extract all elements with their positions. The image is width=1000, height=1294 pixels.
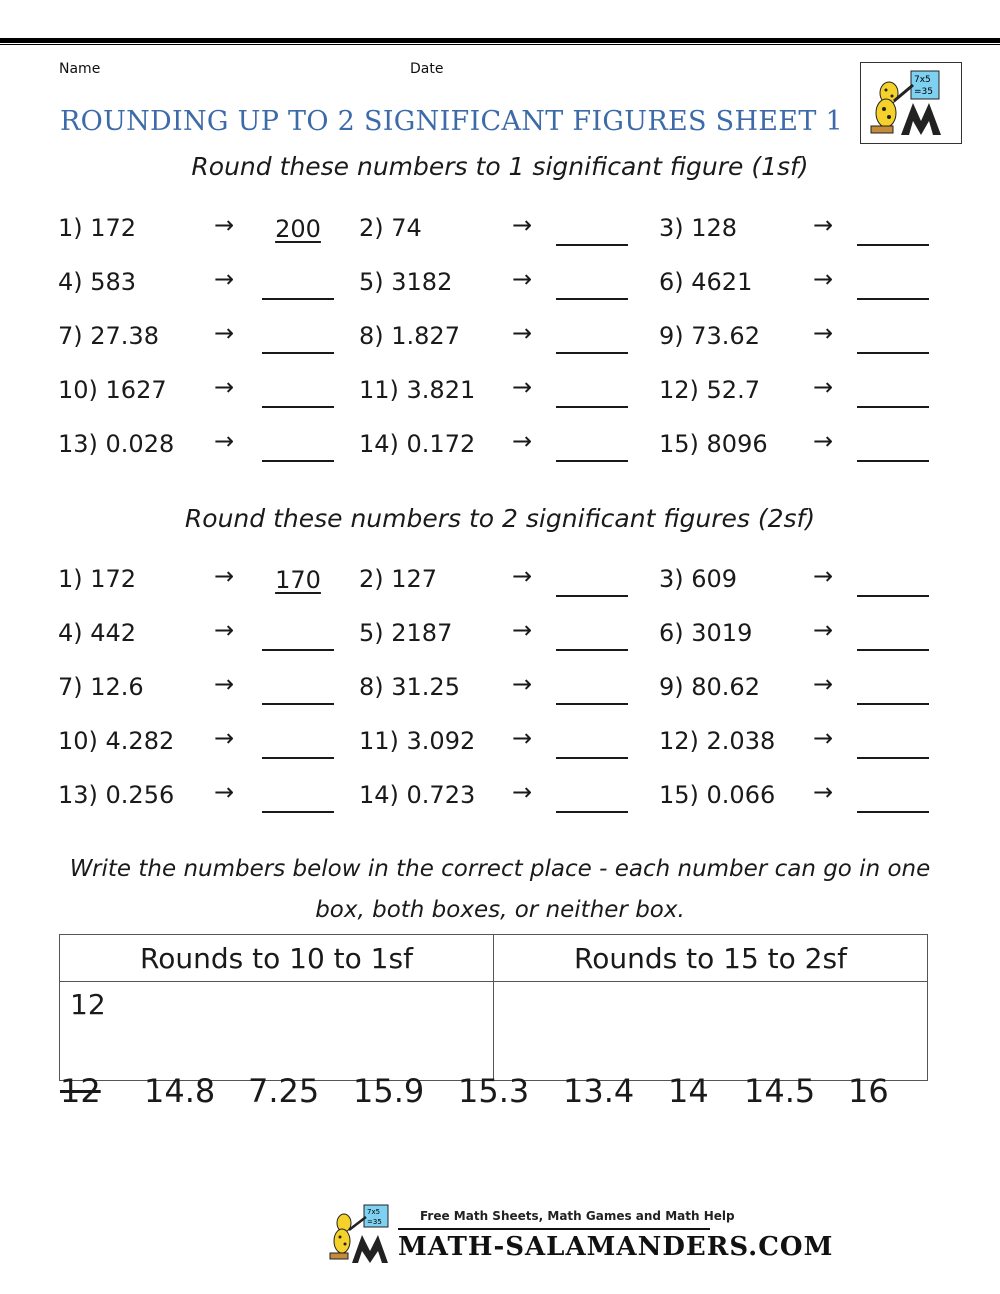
arrow-icon: → [512,373,533,401]
date-label: Date [410,61,444,77]
question-label: 10) 4.282 [58,727,175,755]
answer-blank[interactable] [262,619,334,651]
answer-blank[interactable] [262,322,334,354]
arrow-icon: → [512,724,533,752]
answer-blank[interactable] [556,619,628,651]
arrow-icon: → [512,616,533,644]
answer-blank[interactable] [857,430,929,462]
svg-text:7x5: 7x5 [914,75,931,85]
answer-blank[interactable] [857,619,929,651]
answer-blank[interactable] [262,727,334,759]
arrow-icon: → [214,319,235,347]
top-border-thin [0,44,1000,45]
col2-answer-box[interactable] [494,982,928,1081]
question-label: 3) 128 [659,214,738,242]
arrow-icon: → [214,616,235,644]
number-bank-item[interactable]: 15.3 [458,1072,530,1110]
arrow-icon: → [214,265,235,293]
section2-title: Round these numbers to 2 significant figures (2sf) [184,504,816,533]
arrow-icon: → [512,562,533,590]
answer-blank[interactable] [857,322,929,354]
question-label: 10) 1627 [58,376,167,404]
number-bank-item[interactable]: 15.9 [353,1072,425,1110]
col1-header: Rounds to 10 to 1sf [60,935,494,982]
answer-blank[interactable] [556,727,628,759]
arrow-icon: → [813,778,834,806]
col2-header: Rounds to 15 to 2sf [494,935,928,982]
footer-site-link[interactable]: MATH-SALAMANDERS.COM [398,1232,834,1262]
footer-divider [398,1228,710,1230]
answer-blank[interactable] [556,268,628,300]
arrow-icon: → [813,319,834,347]
svg-text:=35: =35 [367,1218,382,1226]
question-label: 1) 172 [58,214,137,242]
arrow-icon: → [214,373,235,401]
answer-blank[interactable] [857,565,929,597]
question-label: 15) 0.066 [659,781,776,809]
answer-blank[interactable] [556,565,628,597]
svg-text:7x5: 7x5 [367,1208,381,1216]
example-answer: 170 [275,566,321,594]
answer-blank[interactable] [857,727,929,759]
question-label: 12) 2.038 [659,727,776,755]
number-bank-item[interactable]: 14.8 [144,1072,216,1110]
number-bank-item[interactable]: 14.5 [744,1072,816,1110]
question-label: 12) 52.7 [659,376,760,404]
question-label: 4) 442 [58,619,137,647]
question-label: 6) 3019 [659,619,753,647]
answer-blank[interactable] [556,214,628,246]
arrow-icon: → [214,562,235,590]
number-bank-item[interactable]: 13.4 [563,1072,635,1110]
name-label: Name [59,61,101,77]
arrow-icon: → [813,616,834,644]
answer-blank[interactable] [556,376,628,408]
instruction-line-2: box, both boxes, or neither box. [315,897,685,923]
question-label: 8) 31.25 [359,673,460,701]
svg-text:=35: =35 [914,87,933,97]
answer-blank[interactable] [262,268,334,300]
top-border [0,38,1000,43]
arrow-icon: → [214,427,235,455]
question-label: 14) 0.172 [359,430,476,458]
arrow-icon: → [512,211,533,239]
arrow-icon: → [512,265,533,293]
question-label: 14) 0.723 [359,781,476,809]
answer-blank[interactable] [556,430,628,462]
number-bank-item[interactable]: 16 [848,1072,889,1110]
question-label: 7) 27.38 [58,322,159,350]
question-label: 6) 4621 [659,268,753,296]
question-label: 2) 74 [359,214,422,242]
question-label: 9) 73.62 [659,322,760,350]
question-label: 5) 3182 [359,268,453,296]
arrow-icon: → [214,724,235,752]
question-label: 5) 2187 [359,619,453,647]
arrow-icon: → [214,670,235,698]
question-label: 4) 583 [58,268,137,296]
answer-blank[interactable] [262,376,334,408]
number-bank-item[interactable]: 12 [60,1072,101,1110]
section1-title: Round these numbers to 1 significant figure (1sf) [191,152,809,181]
question-label: 9) 80.62 [659,673,760,701]
example-answer: 200 [275,215,321,243]
question-label: 11) 3.092 [359,727,476,755]
answer-blank[interactable] [262,430,334,462]
answer-blank[interactable] [262,781,334,813]
sorting-table [59,934,928,1081]
question-label: 2) 127 [359,565,438,593]
question-label: 3) 609 [659,565,738,593]
arrow-icon: → [512,778,533,806]
arrow-icon: → [512,427,533,455]
arrow-icon: → [813,724,834,752]
arrow-icon: → [813,562,834,590]
question-label: 8) 1.827 [359,322,460,350]
footer-tagline: Free Math Sheets, Math Games and Math Help [420,1209,735,1223]
arrow-icon: → [813,670,834,698]
number-bank-item[interactable]: 14 [668,1072,709,1110]
arrow-icon: → [214,778,235,806]
footer-logo [326,1203,396,1265]
col1-answer-box[interactable]: 12 [60,982,494,1081]
question-label: 13) 0.028 [58,430,175,458]
page-title: ROUNDING UP TO 2 SIGNIFICANT FIGURES SHEET 1 [60,106,843,137]
answer-blank[interactable] [857,268,929,300]
answer-blank[interactable] [857,781,929,813]
instruction-line-1: Write the numbers below in the correct place - each number can go in one [69,856,931,882]
answer-blank[interactable] [857,214,929,246]
question-label: 11) 3.821 [359,376,476,404]
answer-blank[interactable] [556,781,628,813]
arrow-icon: → [512,319,533,347]
question-label: 13) 0.256 [58,781,175,809]
number-bank-item[interactable]: 7.25 [248,1072,320,1110]
question-label: 1) 172 [58,565,137,593]
answer-blank[interactable] [556,322,628,354]
arrow-icon: → [813,265,834,293]
arrow-icon: → [813,211,834,239]
arrow-icon: → [214,211,235,239]
question-label: 15) 8096 [659,430,768,458]
answer-blank[interactable] [262,673,334,705]
answer-blank[interactable] [857,673,929,705]
arrow-icon: → [813,427,834,455]
question-label: 7) 12.6 [58,673,144,701]
salamander-logo [860,62,962,144]
answer-blank[interactable] [556,673,628,705]
arrow-icon: → [813,373,834,401]
answer-blank[interactable] [857,376,929,408]
arrow-icon: → [512,670,533,698]
